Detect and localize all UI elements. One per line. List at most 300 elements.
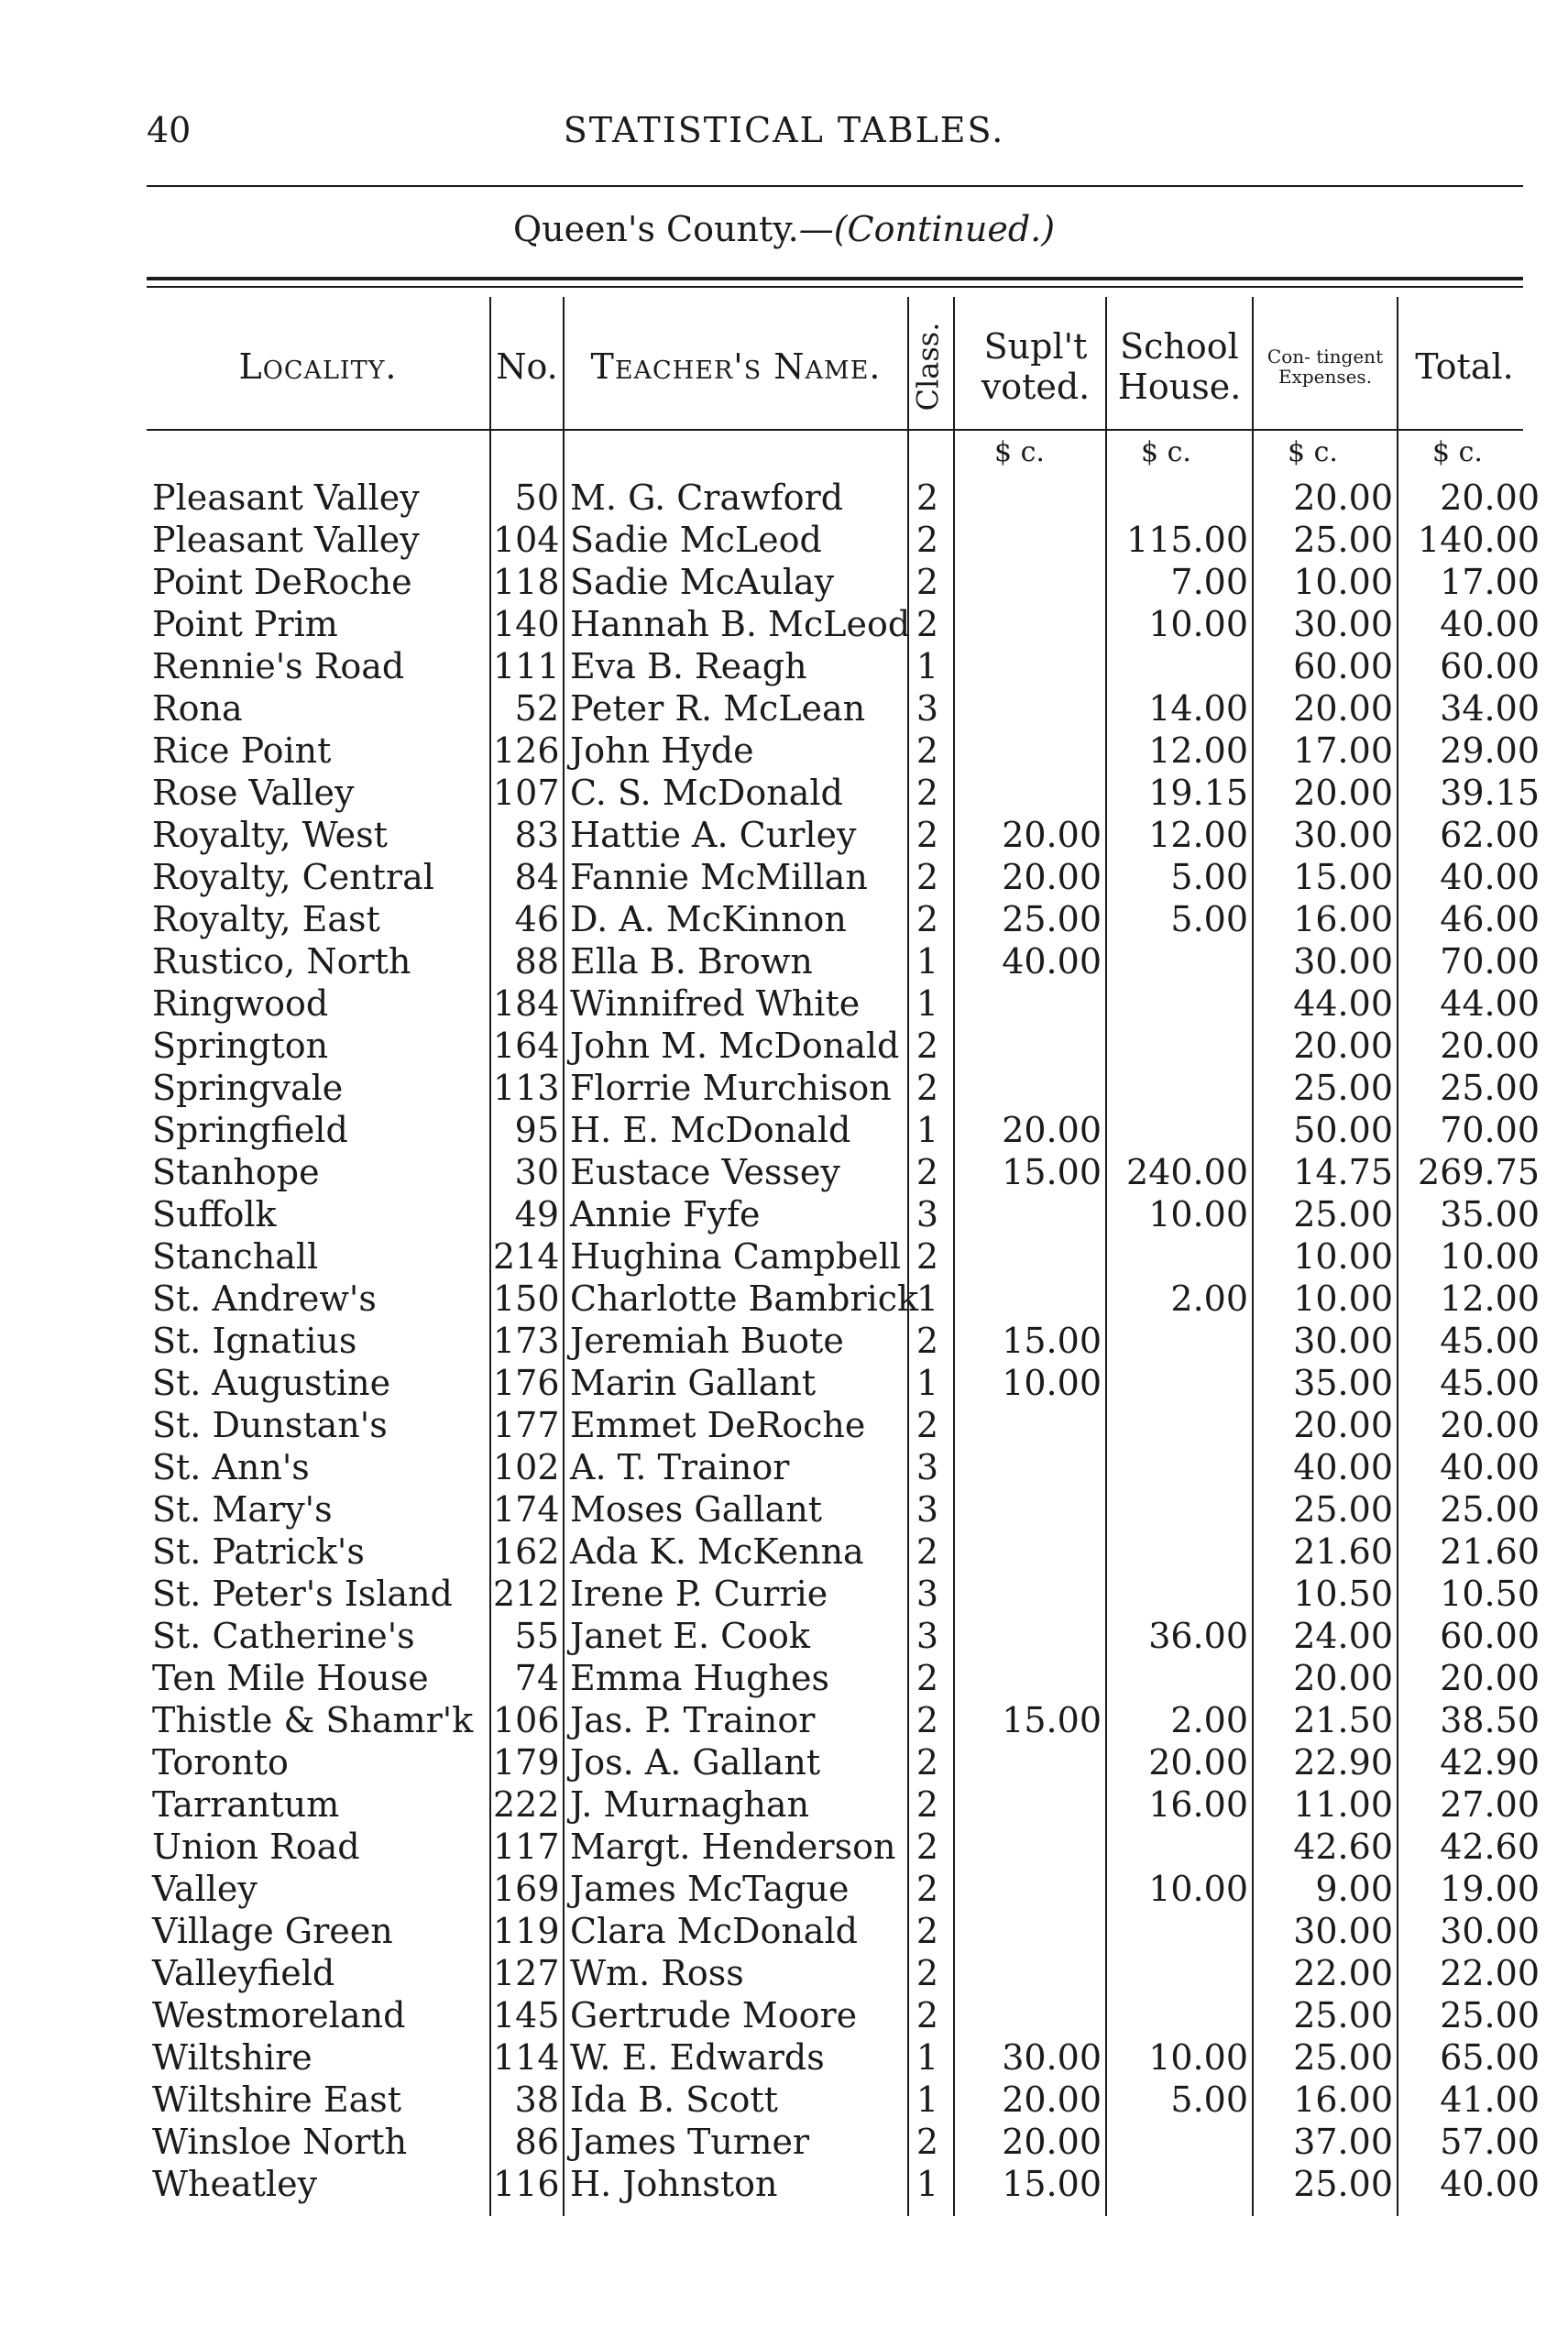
column-header-supplement: Supl't voted. (981, 326, 1091, 407)
cell-school-house: 10.00 (1148, 604, 1248, 644)
cell-number: 162 (493, 1531, 560, 1572)
cell-locality: Springton (152, 1026, 329, 1066)
cell-class: 2 (916, 899, 939, 939)
cell-school-house: 240.00 (1126, 1152, 1248, 1192)
cell-class: 2 (916, 1026, 939, 1066)
cell-number: 49 (514, 1194, 559, 1234)
table-row (0, 1025, 1568, 1067)
column-header-teacher: Teacher's Name. (590, 346, 882, 387)
cell-number: 107 (493, 773, 560, 813)
cell-supplement: 20.00 (1002, 857, 1102, 897)
cell-teacher: Sadie McLeod (570, 520, 822, 560)
cell-teacher: Irene P. Currie (570, 1574, 828, 1614)
cell-locality: St. Peter's Island (152, 1574, 453, 1614)
units-school-house: $ c. (1141, 436, 1191, 468)
cell-number: 52 (514, 688, 559, 729)
cell-contingent: 25.00 (1293, 520, 1393, 560)
cell-teacher: Sadie McAulay (570, 562, 835, 602)
cell-contingent: 16.00 (1293, 899, 1393, 939)
cell-class: 1 (916, 983, 939, 1024)
table-row (0, 814, 1568, 856)
cell-teacher: Winnifred White (570, 983, 861, 1024)
table-top-rule-thin (147, 286, 1523, 288)
cell-class: 2 (916, 730, 939, 771)
cell-school-house: 36.00 (1148, 1616, 1248, 1656)
cell-locality: Rustico, North (152, 941, 411, 982)
cell-teacher: Jas. P. Trainor (570, 1700, 816, 1740)
cell-contingent: 21.60 (1293, 1531, 1393, 1572)
cell-total: 25.00 (1440, 1068, 1540, 1108)
cell-total: 10.50 (1440, 1574, 1540, 1614)
cell-contingent: 9.00 (1315, 1869, 1393, 1909)
cell-number: 113 (493, 1068, 560, 1108)
cell-teacher: Clara McDonald (570, 1911, 858, 1951)
cell-teacher: Wm. Ross (570, 1953, 744, 1993)
cell-teacher: Hughina Campbell (570, 1236, 901, 1277)
cell-class: 1 (916, 2079, 939, 2120)
cell-total: 20.00 (1440, 477, 1540, 518)
cell-locality: Royalty, West (152, 815, 388, 855)
cell-school-house: 14.00 (1148, 688, 1248, 729)
cell-supplement: 20.00 (1002, 1110, 1102, 1150)
table-row (0, 2036, 1568, 2079)
cell-supplement: 25.00 (1002, 899, 1102, 939)
cell-class: 2 (916, 857, 939, 897)
cell-number: 177 (493, 1405, 560, 1445)
cell-teacher: Ella B. Brown (570, 941, 813, 982)
table-row (0, 1994, 1568, 2036)
cell-contingent: 10.00 (1293, 562, 1393, 602)
cell-class: 2 (916, 520, 939, 560)
cell-class: 2 (916, 1911, 939, 1951)
cell-school-house: 16.00 (1148, 1784, 1248, 1825)
cell-teacher: C. S. McDonald (570, 773, 843, 813)
cell-contingent: 25.00 (1293, 2164, 1393, 2204)
cell-total: 20.00 (1440, 1405, 1540, 1445)
table-row (0, 1320, 1568, 1362)
column-header-no: No. (496, 346, 558, 387)
cell-locality: Point DeRoche (152, 562, 412, 602)
cell-school-house: 12.00 (1148, 730, 1248, 771)
cell-locality: St. Andrew's (152, 1278, 377, 1319)
units-contingent: $ c. (1288, 436, 1338, 468)
cell-total: 40.00 (1440, 604, 1540, 644)
cell-locality: Thistle & Shamr'k (152, 1700, 474, 1740)
cell-total: 20.00 (1440, 1026, 1540, 1066)
running-title: STATISTICAL TABLES. (563, 110, 1005, 150)
cell-teacher: James Turner (570, 2122, 810, 2162)
cell-supplement: 20.00 (1002, 2122, 1102, 2162)
table-row (0, 1741, 1568, 1783)
cell-supplement: 15.00 (1002, 1700, 1102, 1740)
cell-total: 60.00 (1440, 646, 1540, 686)
cell-teacher: Ada K. McKenna (570, 1531, 864, 1572)
table-row (0, 1657, 1568, 1699)
cell-supplement: 10.00 (1002, 1363, 1102, 1403)
cell-total: 57.00 (1440, 2122, 1540, 2162)
cell-total: 40.00 (1440, 2164, 1540, 2204)
cell-school-house: 7.00 (1170, 562, 1248, 602)
cell-school-house: 12.00 (1148, 815, 1248, 855)
cell-teacher: W. E. Edwards (570, 2037, 825, 2078)
cell-locality: Royalty, East (152, 899, 380, 939)
cell-contingent: 22.00 (1293, 1953, 1393, 1993)
cell-total: 140.00 (1418, 520, 1540, 560)
cell-number: 173 (493, 1321, 560, 1361)
table-row (0, 1109, 1568, 1151)
cell-locality: Wiltshire East (152, 2079, 401, 2120)
cell-total: 269.75 (1418, 1152, 1540, 1192)
cell-number: 117 (493, 1827, 560, 1867)
cell-locality: Stanchall (152, 1236, 319, 1277)
cell-locality: Royalty, Central (152, 857, 434, 897)
cell-school-house: 2.00 (1170, 1278, 1248, 1319)
cell-contingent: 25.00 (1293, 2037, 1393, 2078)
cell-teacher: Eva B. Reagh (570, 646, 807, 686)
cell-school-house: 19.15 (1148, 773, 1248, 813)
page-number: 40 (147, 110, 192, 150)
cell-locality: Pleasant Valley (152, 520, 420, 560)
cell-locality: Wheatley (152, 2164, 318, 2204)
table-row (0, 561, 1568, 603)
cell-locality: Valleyfield (152, 1953, 335, 1993)
cell-school-house: 115.00 (1126, 520, 1248, 560)
cell-number: 86 (514, 2122, 559, 2162)
cell-teacher: Margt. Henderson (570, 1827, 896, 1867)
cell-number: 50 (514, 477, 559, 518)
cell-contingent: 20.00 (1293, 773, 1393, 813)
cell-class: 2 (916, 1742, 939, 1783)
cell-locality: Valley (152, 1869, 258, 1909)
cell-contingent: 35.00 (1293, 1363, 1393, 1403)
cell-contingent: 10.50 (1293, 1574, 1393, 1614)
cell-locality: St. Catherine's (152, 1616, 415, 1656)
cell-locality: Point Prim (152, 604, 338, 644)
header-rule (147, 185, 1523, 187)
cell-number: 126 (493, 730, 560, 771)
cell-number: 102 (493, 1447, 560, 1487)
table-row (0, 856, 1568, 898)
table-row (0, 1615, 1568, 1657)
cell-supplement: 15.00 (1002, 2164, 1102, 2204)
cell-number: 214 (493, 1236, 560, 1277)
cell-contingent: 30.00 (1293, 815, 1393, 855)
cell-number: 106 (493, 1700, 560, 1740)
cell-school-house: 2.00 (1170, 1700, 1248, 1740)
cell-class: 2 (916, 1405, 939, 1445)
units-supplement: $ c. (994, 436, 1045, 468)
cell-number: 88 (514, 941, 559, 982)
cell-number: 83 (514, 815, 559, 855)
cell-teacher: D. A. McKinnon (570, 899, 847, 939)
cell-contingent: 20.00 (1293, 477, 1393, 518)
cell-teacher: Gertrude Moore (570, 1995, 858, 2035)
cell-contingent: 10.00 (1293, 1278, 1393, 1319)
cell-number: 104 (493, 520, 560, 560)
table-row (0, 1783, 1568, 1826)
table-row (0, 603, 1568, 645)
cell-contingent: 30.00 (1293, 1911, 1393, 1951)
cell-number: 184 (493, 983, 560, 1024)
cell-number: 111 (493, 646, 560, 686)
cell-contingent: 60.00 (1293, 646, 1393, 686)
table-row (0, 772, 1568, 814)
cell-contingent: 17.00 (1293, 730, 1393, 771)
cell-class: 2 (916, 1152, 939, 1192)
cell-contingent: 16.00 (1293, 2079, 1393, 2120)
cell-total: 41.00 (1440, 2079, 1540, 2120)
cell-total: 38.50 (1440, 1700, 1540, 1740)
cell-class: 2 (916, 1531, 939, 1572)
cell-contingent: 44.00 (1293, 983, 1393, 1024)
subtitle-county: Queen's County. (512, 209, 799, 249)
table-row (0, 1868, 1568, 1910)
cell-class: 2 (916, 1658, 939, 1698)
cell-class: 2 (916, 1321, 939, 1361)
cell-locality: Rennie's Road (152, 646, 405, 686)
cell-number: 55 (514, 1616, 559, 1656)
cell-teacher: John M. McDonald (570, 1026, 900, 1066)
cell-locality: Rice Point (152, 730, 332, 771)
cell-contingent: 50.00 (1293, 1110, 1393, 1150)
cell-contingent: 30.00 (1293, 1321, 1393, 1361)
table-row (0, 2163, 1568, 2205)
cell-number: 46 (514, 899, 559, 939)
cell-contingent: 25.00 (1293, 1995, 1393, 2035)
table-row (0, 477, 1568, 519)
cell-class: 1 (916, 646, 939, 686)
cell-number: 116 (493, 2164, 560, 2204)
cell-contingent: 20.00 (1293, 688, 1393, 729)
cell-class: 2 (916, 477, 939, 518)
cell-class: 2 (916, 1236, 939, 1277)
column-header-total: Total. (1415, 346, 1514, 387)
cell-number: 176 (493, 1363, 560, 1403)
cell-contingent: 25.00 (1293, 1194, 1393, 1234)
cell-locality: Westmoreland (152, 1995, 406, 2035)
cell-number: 74 (514, 1658, 559, 1698)
cell-number: 222 (493, 1784, 560, 1825)
cell-class: 1 (916, 941, 939, 982)
table-row (0, 1446, 1568, 1488)
cell-class: 3 (916, 1194, 939, 1234)
cell-number: 169 (493, 1869, 560, 1909)
cell-supplement: 20.00 (1002, 2079, 1102, 2120)
cell-supplement: 20.00 (1002, 815, 1102, 855)
cell-contingent: 25.00 (1293, 1068, 1393, 1108)
cell-number: 127 (493, 1953, 560, 1993)
cell-supplement: 15.00 (1002, 1152, 1102, 1192)
cell-class: 2 (916, 1869, 939, 1909)
cell-class: 3 (916, 1574, 939, 1614)
cell-supplement: 15.00 (1002, 1321, 1102, 1361)
cell-class: 2 (916, 562, 939, 602)
table-row (0, 1826, 1568, 1868)
table-row (0, 1067, 1568, 1109)
cell-supplement: 40.00 (1002, 941, 1102, 982)
cell-class: 2 (916, 2122, 939, 2162)
column-header-class-label: Class. (910, 322, 945, 411)
cell-locality: Rose Valley (152, 773, 355, 813)
cell-class: 2 (916, 1953, 939, 1993)
table-row (0, 1404, 1568, 1446)
cell-total: 19.00 (1440, 1869, 1540, 1909)
cell-teacher: Jos. A. Gallant (570, 1742, 821, 1783)
table-row (0, 982, 1568, 1025)
cell-class: 2 (916, 1827, 939, 1867)
cell-number: 164 (493, 1026, 560, 1066)
cell-teacher: H. Johnston (570, 2164, 778, 2204)
table-row (0, 730, 1568, 772)
cell-teacher: Florrie Murchison (570, 1068, 892, 1108)
cell-contingent: 14.75 (1293, 1152, 1393, 1192)
cell-contingent: 21.50 (1293, 1700, 1393, 1740)
units-total: $ c. (1432, 436, 1483, 468)
cell-teacher: H. E. McDonald (570, 1110, 851, 1150)
cell-contingent: 20.00 (1293, 1405, 1393, 1445)
cell-number: 174 (493, 1489, 560, 1530)
cell-class: 1 (916, 1110, 939, 1150)
cell-number: 38 (514, 2079, 559, 2120)
cell-class: 3 (916, 1489, 939, 1530)
cell-teacher: Peter R. McLean (570, 688, 866, 729)
cell-teacher: Hattie A. Curley (570, 815, 857, 855)
cell-total: 29.00 (1440, 730, 1540, 771)
cell-teacher: Ida B. Scott (570, 2079, 778, 2120)
table-row (0, 940, 1568, 982)
cell-total: 70.00 (1440, 1110, 1540, 1150)
cell-locality: Springvale (152, 1068, 344, 1108)
cell-number: 150 (493, 1278, 560, 1319)
table-row (0, 2121, 1568, 2163)
cell-total: 12.00 (1440, 1278, 1540, 1319)
cell-class: 1 (916, 2164, 939, 2204)
cell-locality: Suffolk (152, 1194, 277, 1234)
subtitle-continued: —(Continued.) (798, 209, 1056, 249)
cell-contingent: 40.00 (1293, 1447, 1393, 1487)
cell-teacher: Charlotte Bambrick (570, 1278, 919, 1319)
cell-teacher: Emmet DeRoche (570, 1405, 866, 1445)
cell-contingent: 15.00 (1293, 857, 1393, 897)
cell-supplement: 30.00 (1002, 2037, 1102, 2078)
cell-total: 45.00 (1440, 1363, 1540, 1403)
cell-number: 212 (493, 1574, 560, 1614)
cell-number: 118 (493, 562, 560, 602)
cell-locality: St. Dunstan's (152, 1405, 388, 1445)
cell-locality: Pleasant Valley (152, 477, 420, 518)
cell-contingent: 24.00 (1293, 1616, 1393, 1656)
cell-class: 2 (916, 1995, 939, 2035)
table-row (0, 1362, 1568, 1404)
cell-total: 39.15 (1440, 773, 1540, 813)
cell-locality: Springfield (152, 1110, 348, 1150)
cell-contingent: 22.90 (1293, 1742, 1393, 1783)
cell-teacher: Jeremiah Buote (570, 1321, 844, 1361)
table-row (0, 1151, 1568, 1193)
table-row (0, 1699, 1568, 1741)
table-row (0, 1193, 1568, 1235)
cell-number: 119 (493, 1911, 560, 1951)
cell-teacher: J. Murnaghan (570, 1784, 810, 1825)
cell-number: 30 (514, 1152, 559, 1192)
table-row (0, 898, 1568, 940)
cell-teacher: Eustace Vessey (570, 1152, 840, 1192)
cell-locality: Ten Mile House (152, 1658, 429, 1698)
table-subtitle (0, 209, 1568, 249)
cell-teacher: Hannah B. McLeod (570, 604, 911, 644)
cell-contingent: 10.00 (1293, 1236, 1393, 1277)
column-header-contingent-label: Con- tingent Expenses. (1266, 346, 1384, 388)
cell-total: 34.00 (1440, 688, 1540, 729)
table-row (0, 519, 1568, 561)
cell-class: 3 (916, 1447, 939, 1487)
cell-locality: Ringwood (152, 983, 329, 1024)
table-top-rule-thick (147, 277, 1523, 280)
column-header-school-house: School House. (1117, 326, 1242, 407)
cell-school-house: 5.00 (1170, 857, 1248, 897)
cell-locality: Rona (152, 688, 243, 729)
cell-total: 25.00 (1440, 1489, 1540, 1530)
cell-class: 3 (916, 688, 939, 729)
cell-number: 140 (493, 604, 560, 644)
cell-total: 45.00 (1440, 1321, 1540, 1361)
cell-school-house: 5.00 (1170, 2079, 1248, 2120)
cell-number: 179 (493, 1742, 560, 1783)
cell-contingent: 20.00 (1293, 1658, 1393, 1698)
cell-teacher: James McTague (570, 1869, 850, 1909)
cell-contingent: 42.60 (1293, 1827, 1393, 1867)
cell-locality: Union Road (152, 1827, 360, 1867)
cell-teacher: John Hyde (570, 730, 754, 771)
table-row (0, 645, 1568, 687)
cell-total: 40.00 (1440, 857, 1540, 897)
cell-locality: Winsloe North (152, 2122, 408, 2162)
cell-total: 27.00 (1440, 1784, 1540, 1825)
column-header-class (907, 312, 948, 422)
cell-class: 2 (916, 1700, 939, 1740)
cell-class: 1 (916, 1278, 939, 1319)
column-header-contingent (1254, 312, 1397, 422)
table-row (0, 1488, 1568, 1531)
cell-class: 2 (916, 604, 939, 644)
cell-total: 44.00 (1440, 983, 1540, 1024)
cell-contingent: 30.00 (1293, 604, 1393, 644)
cell-total: 40.00 (1440, 1447, 1540, 1487)
cell-total: 42.60 (1440, 1827, 1540, 1867)
cell-total: 62.00 (1440, 815, 1540, 855)
cell-total: 60.00 (1440, 1616, 1540, 1656)
cell-total: 22.00 (1440, 1953, 1540, 1993)
cell-locality: St. Augustine (152, 1363, 391, 1403)
cell-class: 2 (916, 1068, 939, 1108)
cell-class: 2 (916, 773, 939, 813)
cell-teacher: Annie Fyfe (570, 1194, 761, 1234)
cell-contingent: 25.00 (1293, 1489, 1393, 1530)
cell-total: 21.60 (1440, 1531, 1540, 1572)
cell-total: 10.00 (1440, 1236, 1540, 1277)
cell-teacher: M. G. Crawford (570, 477, 844, 518)
cell-locality: St. Patrick's (152, 1531, 365, 1572)
table-row (0, 687, 1568, 730)
cell-class: 1 (916, 2037, 939, 2078)
cell-locality: Village Green (152, 1911, 393, 1951)
table-row (0, 1531, 1568, 1573)
table-body (0, 477, 1568, 2205)
cell-locality: St. Ignatius (152, 1321, 357, 1361)
cell-teacher: Janet E. Cook (570, 1616, 810, 1656)
cell-contingent: 30.00 (1293, 941, 1393, 982)
cell-total: 35.00 (1440, 1194, 1540, 1234)
